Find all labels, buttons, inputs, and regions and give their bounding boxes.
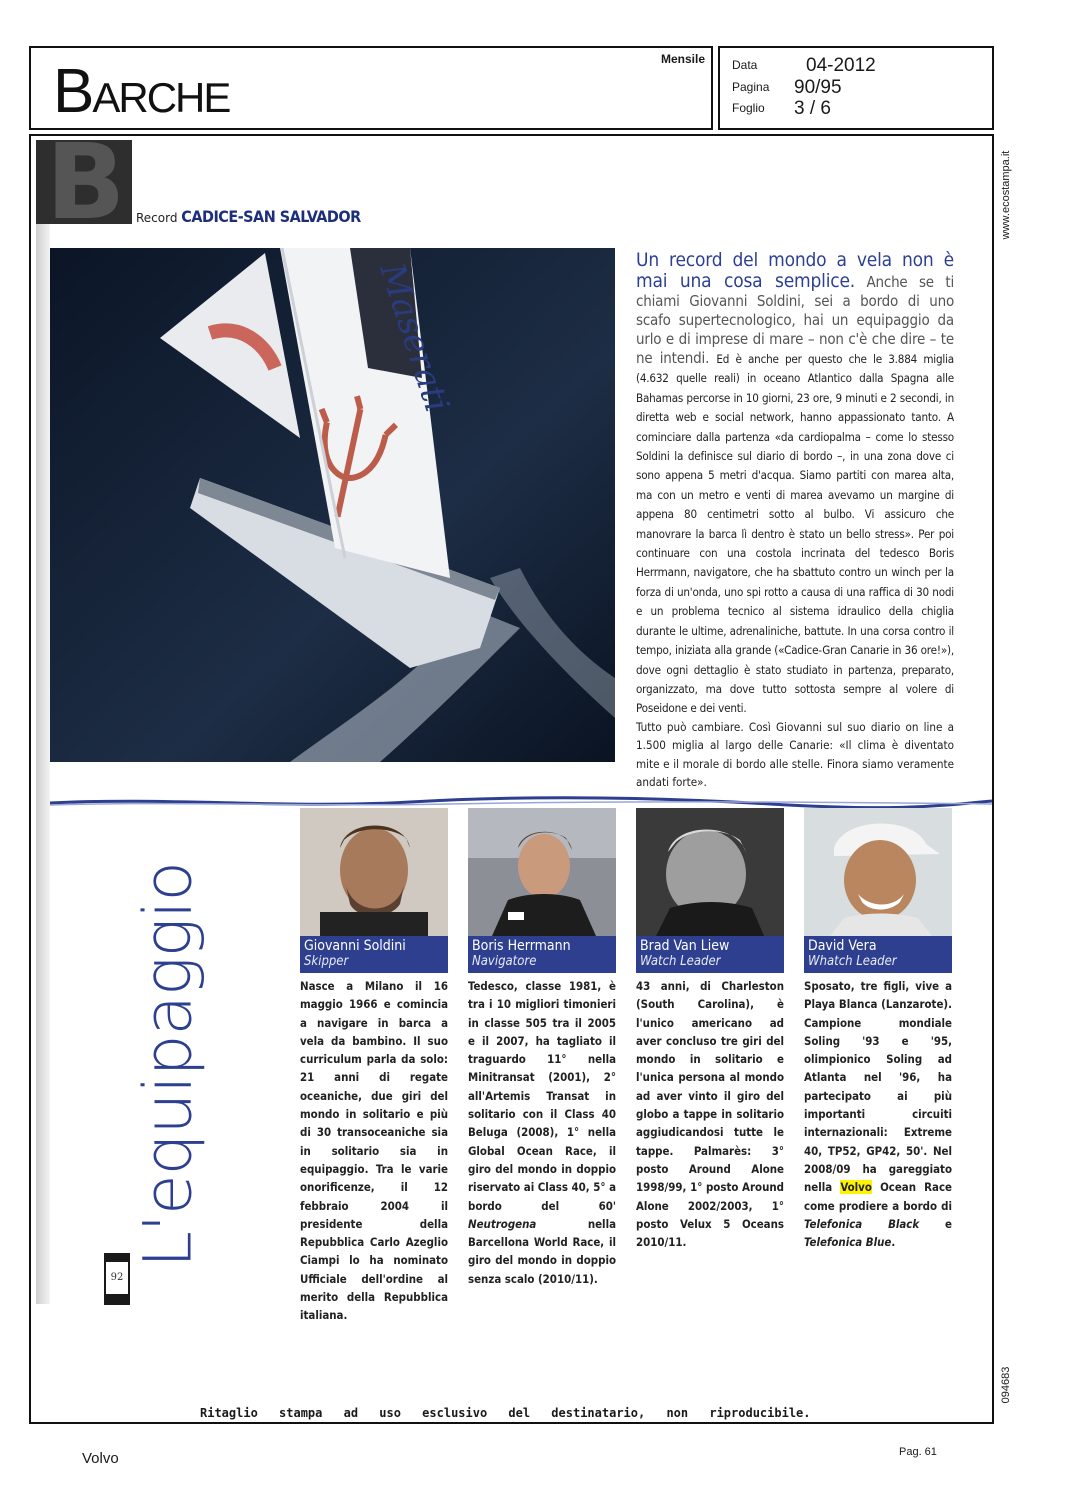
crew-namebar [636, 936, 784, 973]
crew-role: Whatch Leader [808, 954, 897, 969]
crew-card-van-liew [636, 808, 784, 1251]
publication-logo: BARCHE [53, 57, 230, 126]
crew-bio: Nasce a Milano il 16 maggio 1966 e comincia a navigare in barca a vela da bambino. Il suo curriculum parla da solo: 21 anni di regate oceaniche, due giri del mondo in solitario e più di 30 transoceaniche sia in solitario sia in equipaggio. Tra le varie onorificenze, il 12 febbraio 2004 il presidente della Repubblica Carlo Azeglio Ciampi lo ha nominato Ufficiale dell'ordine al merito della Repubblica italiana. [300, 979, 448, 1323]
article-lead [636, 250, 954, 718]
section-route: CADICE-SAN SALVADOR [181, 207, 361, 226]
crew-namebar [804, 936, 952, 973]
side-code: 094683 [1000, 1366, 1012, 1404]
keyword-highlight: Volvo [840, 1180, 872, 1195]
crew-card-vera [804, 808, 952, 1251]
crew-namebar [468, 936, 616, 973]
crew-name: David Vera [808, 938, 877, 954]
date-label: Data [732, 58, 758, 72]
crew-name: Giovanni Soldini [304, 938, 406, 954]
crew-bio: Tedesco, classe 1981, è tra i 10 migliori timonieri in classe 505 tra il 2005 e il 2007, ha tagliato il traguardo 11° nella Minitransat (2001), 2° all'Artemis Transat in solitario con il Class 40 Beluga (2008), 1° nella Global Ocean Race, il giro del mondo in doppio riservato ai Class 40, 5° a bordo del 60' Neutrogena nella Barcellona World Race, il giro del mondo in doppio senza scalo (2010/11). [468, 979, 616, 1286]
crew-photo [636, 808, 784, 936]
sheet-label: Foglio [732, 101, 765, 115]
page-number: 92 [104, 1260, 130, 1296]
section-letter: B [36, 140, 132, 224]
clipping-disclaimer: Ritaglio stampa ad uso esclusivo del destinatario, non riproducibile. [200, 1406, 811, 1420]
crew-photo [468, 808, 616, 936]
crew-photo [300, 808, 448, 936]
frequency-label: Mensile [660, 52, 705, 66]
crew-bio: Sposato, tre figli, vive a Playa Blanca (Lanzarote). Campione mondiale Soling '93 e '95, olimpionico Soling ad Atlanta nel '96, ha partecipato ai più importanti circuiti internazionali: Extreme 40, TP52, GP42, 50'. Nel 2008/09 ha gareggiato nella Volvo Ocean Race come prodiere a bordo di Telefonica Black e Telefonica Blue. [804, 979, 952, 1250]
crew-namebar [300, 936, 448, 973]
crew-role: Watch Leader [640, 954, 721, 969]
crew-card-herrmann [468, 808, 616, 1288]
crew-photo [804, 808, 952, 936]
lead-rest: Anche se ti chiami Giovanni Soldini, sei a bordo di uno scafo supertecnologico, hai un equipaggio da urlo e di imprese di mare – non c'è che dire – te ne intendi. [636, 273, 955, 367]
masthead-box [29, 46, 713, 130]
article-text [636, 250, 954, 791]
side-url: www.ecostampa.it [1000, 150, 1012, 240]
document-page-number: Pag. 61 [899, 1446, 937, 1458]
crew-name: Boris Herrmann [472, 938, 571, 954]
crew-card-soldini [300, 808, 448, 1325]
search-keyword: Volvo [82, 1450, 119, 1467]
crew-role: Skipper [304, 954, 349, 969]
sail-lettering: Maserati [371, 258, 457, 417]
crew-section-title: L'equipaggio [129, 862, 207, 1268]
issue-meta-box [718, 46, 994, 130]
crew-name: Brad Van Liew [640, 938, 730, 954]
date-value: 04-2012 [806, 55, 876, 76]
article-body-1: Ed è anche per questo che le 3.884 miglia (4.632 quelle reali) in oceano Atlantico dalla Spagna alle Bahamas percorse in 10 giorni, 23 ore, 9 minuti e 2 secondi, in diretta web e social network, hanno appassionato tanto. A cominciare dalla partenza «da cardiopalma – come lo stesso Soldini la definisce sul diario di bordo –, in una zona dove ci sono appena 5 metri d'acqua. Siamo partiti con marea alta, ma con un metro e venti di marea avevamo un margine di appena 80 centimetri sotto al bulbo. Vi assicuro che manovrare la barca lì dentro è stato un bello stress». Per poi continuare con una costola incrinata del tedesco Boris Herrmann, navigatore, che ha sbattuto contro un winch per la forza di un'onda, uno spi rotto a causa di una raffica di 30 nodi e un problema tecnico al sistema idraulico della chiglia durante le ultime, adrenaliniche, battute. In una corsa contro il tempo, iniziata alla grande («Cadice-Gran Canarie in 36 ore!»), dove ogni dettaglio è stato studiato in partenza, preparato, organizzato, ma dove tutto sottosta sempre al volere di Poseidone e dei venti. [636, 352, 954, 716]
sheet-value: 3 / 6 [794, 98, 831, 119]
section-heading: Record CADICE-SAN SALVADOR [136, 207, 361, 226]
page-edge-strip [36, 224, 50, 1304]
page-label: Pagina [732, 80, 770, 94]
lead-accent: Un record del mondo a vela non è mai una cosa semplice. [636, 249, 954, 292]
magazine-page [36, 140, 992, 1323]
article-body-2: Tutto può cambiare. Così Giovanni sul suo diario on line a 1.500 miglia al largo delle Canarie: «Il clima è diventato mite e il morale di bordo alle stelle. Finora siamo veramente andati forte». [636, 719, 954, 789]
crew-bio: 43 anni, di Charleston (South Carolina), è l'unico americano ad aver concluso tre giri del mondo in solitario e l'unica persona al mondo ad aver vinto il giro del globo a tappe in solitario aggiudicandosi tutte le tappe. Palmarès: 3° posto Around Alone 1998/99, 1° posto Around Alone 2002/2003, 1° posto Velux 5 Oceans 2010/11. [636, 979, 784, 1250]
sailboat-photo [50, 248, 615, 762]
page-value: 90/95 [794, 77, 842, 98]
crew-role: Navigatore [472, 954, 537, 969]
